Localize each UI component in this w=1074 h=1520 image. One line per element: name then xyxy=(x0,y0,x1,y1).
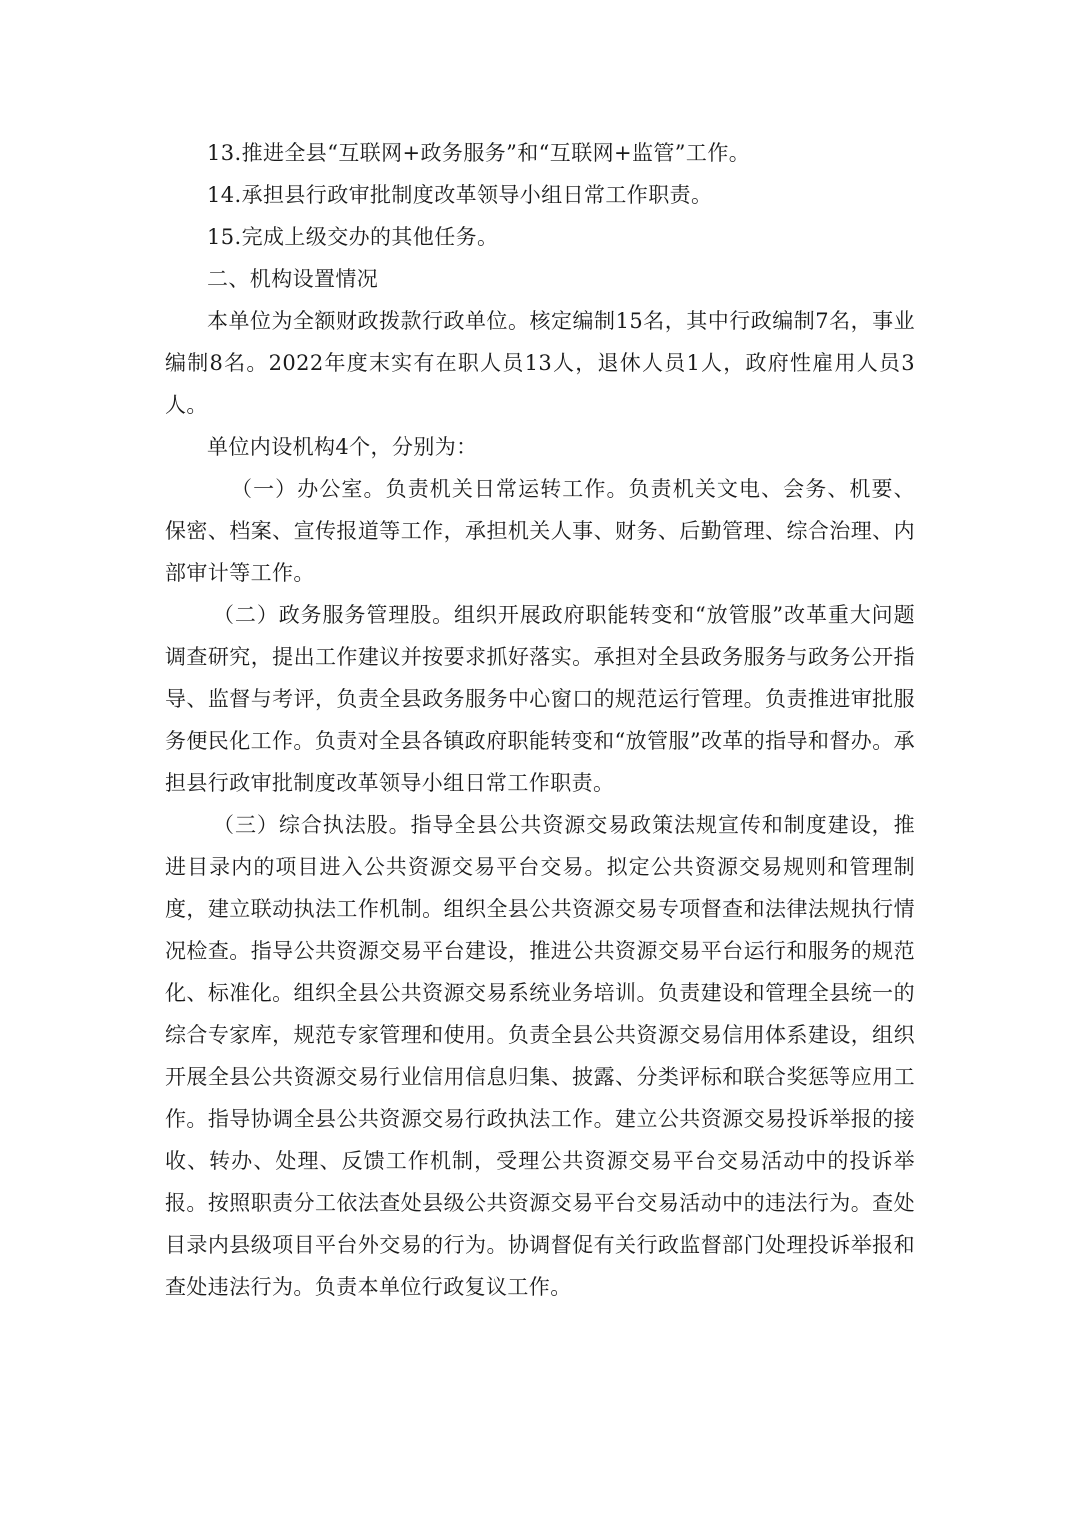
paragraph-staffing: 本单位为全额财政拨款行政单位。核定编制15名，其中行政编制7名，事业编制8名。2022年度末实有在职人员13人，退休人员1人，政府性雇用人员3人。 xyxy=(165,309,915,417)
document-page xyxy=(165,132,915,1308)
paragraph-item-14: 14.承担县行政审批制度改革领导小组日常工作职责。 xyxy=(207,183,713,207)
paragraph-law-enforcement-section: （三）综合执法股。指导全县公共资源交易政策法规宣传和制度建设，推进目录内的项目进入公共资源交易平台交易。拟定公共资源交易规则和管理制度，建立联动执法工作机制。组织全县公共资源交易专项督查和法律法规执行情况检查。指导公共资源交易平台建设，推进公共资源交易平台运行和服务的规范化、标准化。组织全县公共资源交易系统业务培训。负责建设和管理全县统一的综合专家库，规范专家管理和使用。负责全县公共资源交易信用体系建设，组织开展全县公共资源交易行业信用信息归集、披露、分类评标和联合奖惩等应用工作。指导协调全县公共资源交易行政执法工作。建立公共资源交易投诉举报的接收、转办、处理、反馈工作机制，受理公共资源交易平台交易活动中的投诉举报。按照职责分工依法查处县级公共资源交易平台交易活动中的违法行为。查处目录内县级项目平台外交易的行为。协调督促有关行政监督部门处理投诉举报和查处违法行为。负责本单位行政复议工作。 xyxy=(165,813,915,1299)
section-heading-organization: 二、机构设置情况 xyxy=(207,267,379,291)
paragraph-government-service-section: （二）政务服务管理股。组织开展政府职能转变和“放管服”改革重大问题调查研究，提出工作建议并按要求抓好落实。承担对全县政务服务与政务公开指导、监督与考评，负责全县政务服务中心窗口的规范运行管理。负责推进审批服务便民化工作。负责对全县各镇政府职能转变和“放管服”改革的指导和督办。承担县行政审批制度改革领导小组日常工作职责。 xyxy=(165,603,915,795)
paragraph-office: （一）办公室。负责机关日常运转工作。负责机关文电、会务、机要、保密、档案、宣传报道等工作，承担机关人事、财务、后勤管理、综合治理、内部审计等工作。 xyxy=(165,477,915,585)
paragraph-item-13: 13.推进全县“互联网+政务服务”和“互联网+监管”工作。 xyxy=(207,141,751,165)
paragraph-item-15: 15.完成上级交办的其他任务。 xyxy=(207,225,499,249)
paragraph-internal-units: 单位内设机构4个，分别为： xyxy=(207,435,478,459)
